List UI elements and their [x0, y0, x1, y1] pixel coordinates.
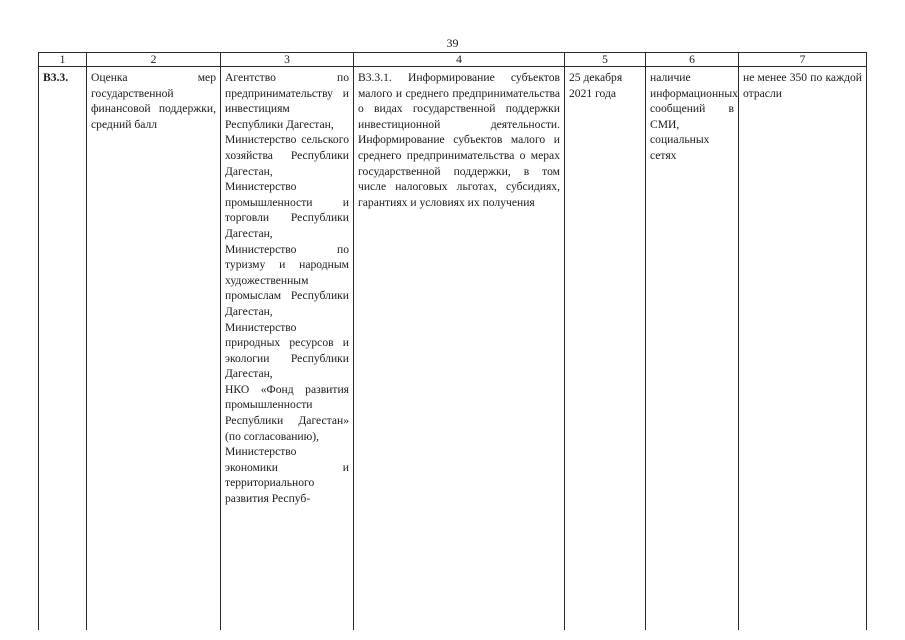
row-code: В3.3. — [39, 67, 87, 631]
responsible-agency: Министерство экономики и территориального развития Респуб- — [225, 445, 349, 506]
column-header-5: 5 — [565, 53, 646, 67]
column-header-3: 3 — [221, 53, 354, 67]
responsible-agency: Министерство по туризму и народным художественным промыслам Республики Дагестан, — [225, 242, 349, 318]
column-header-4: 4 — [354, 53, 565, 67]
responsible-agency: Министерство сельского хозяйства Республики Дагестан, — [225, 133, 349, 178]
page-number: 39 — [446, 36, 459, 50]
responsible-agency: Министерство природных ресурсов и экологии Республики Дагестан, — [225, 320, 349, 381]
column-header-6: 6 — [646, 53, 739, 67]
row-target: не менее 350 по каждой отрасли — [739, 67, 867, 631]
responsible-agency: Агентство по предпринимательству и инвестициям Республики Дагестан, — [225, 71, 349, 131]
table-header-row — [39, 53, 867, 67]
column-header-7: 7 — [739, 53, 867, 67]
responsible-agency: Министерство промышленности и торговли Республики Дагестан, — [225, 180, 349, 240]
row-indicator: Оценка мер государственной финансовой поддержки, средний балл — [87, 67, 221, 631]
table-row — [39, 67, 867, 631]
measures-table — [38, 52, 867, 630]
column-header-1: 1 — [39, 53, 87, 67]
responsible-agency: НКО «Фонд развития промышленности Республики Дагестан» (по согласованию), — [225, 382, 349, 443]
row-responsible — [221, 67, 354, 631]
row-measure: В3.3.1. Информирование субъектов малого и среднего предпринимательства о видах государственной поддержки инвестиционной деятельности. Информирование субъектов малого и среднего предпринимательства о мерах государственной поддержки, в том числе налоговых льготах, субсидиях, гарантиях и условиях их получения — [354, 67, 565, 631]
row-deadline: 25 декабря 2021 года — [565, 67, 646, 631]
column-header-2: 2 — [87, 53, 221, 67]
row-result: наличие информационных сообщений в СМИ, социальных сетях — [646, 67, 739, 631]
